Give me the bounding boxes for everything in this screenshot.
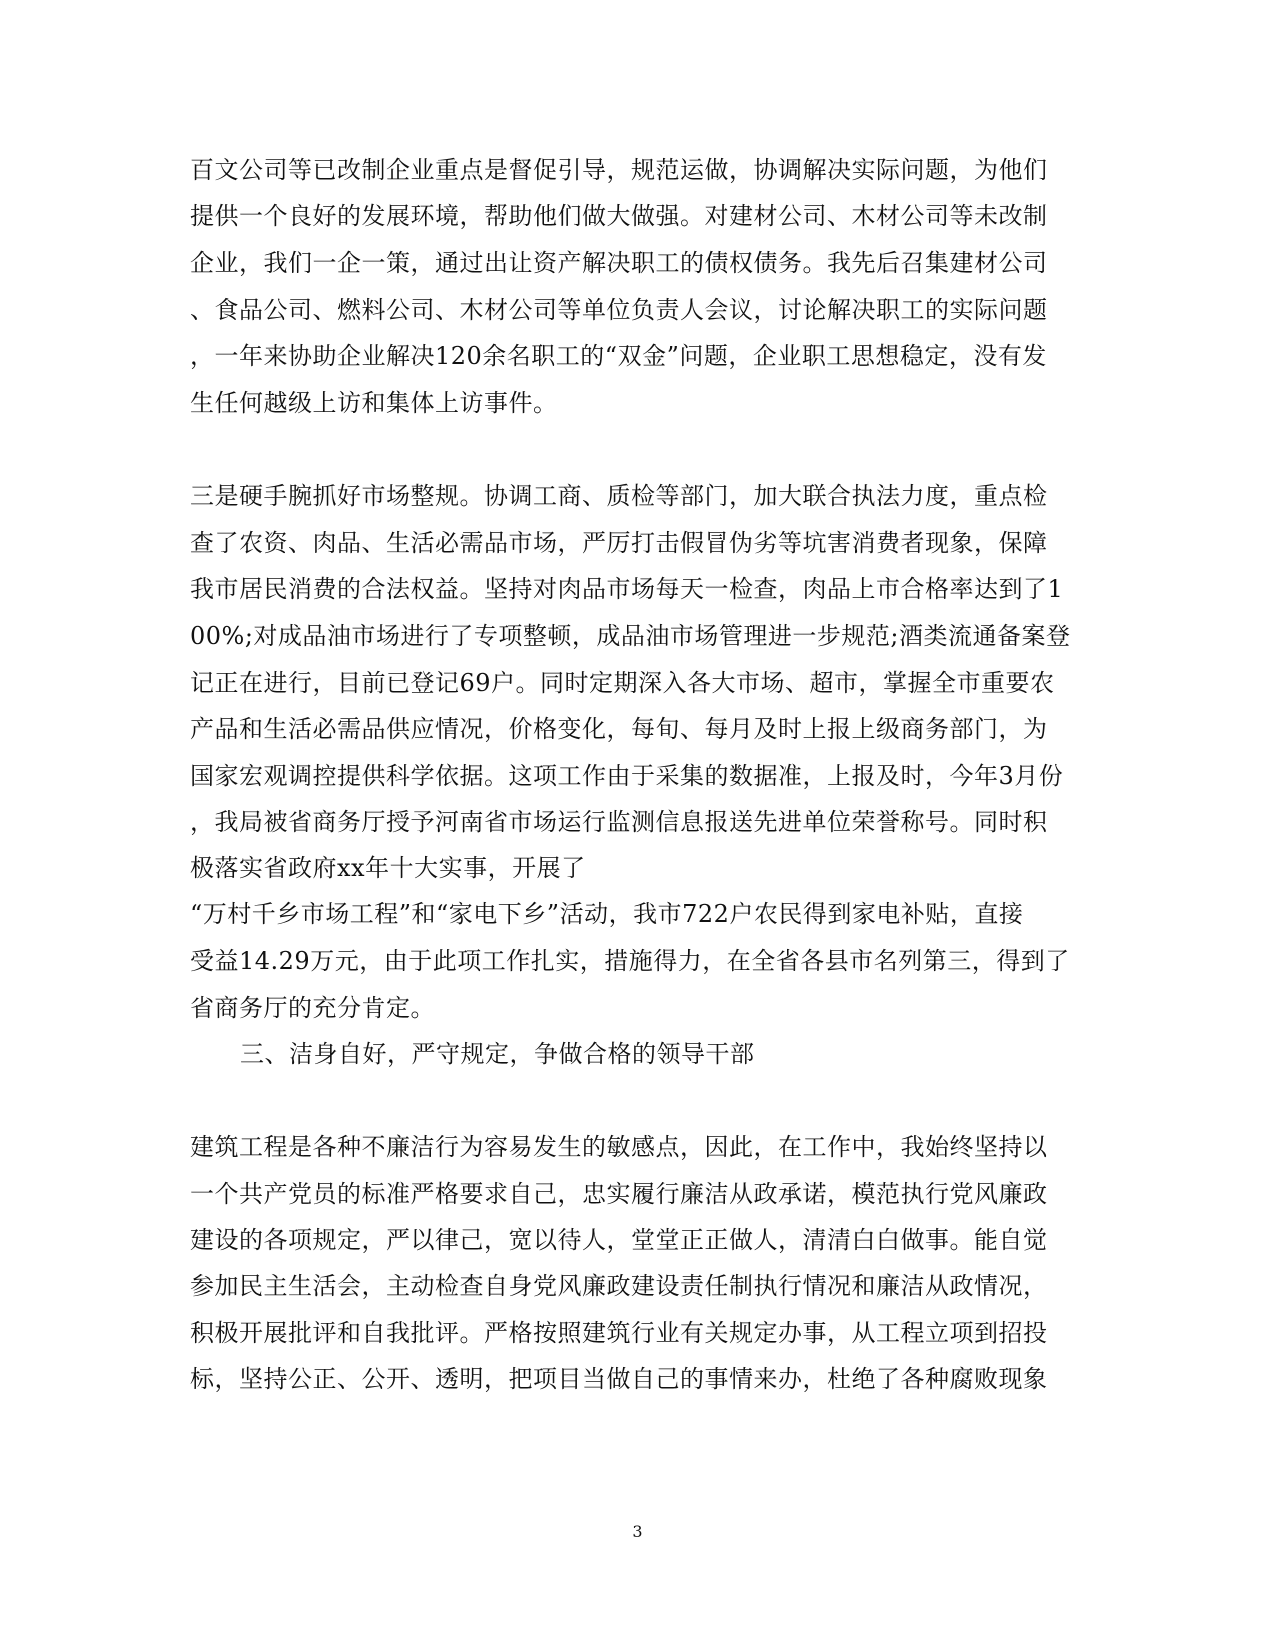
paragraph-3-line-4: 参加民主生活会，主动检查自身党风廉政建设责任制执行情况和廉洁从政情况， — [190, 1272, 1048, 1300]
paragraph-2-line-4: 00%;对成品油市场进行了专项整顿，成品油市场管理进一步规范;酒类流通备案登 — [190, 622, 1071, 650]
paragraph-3-line-2: 一个共产党员的标准严格要求自己，忠实履行廉洁从政承诺，模范执行党风廉政 — [190, 1180, 1048, 1208]
paragraph-3-line-6: 标，坚持公正、公开、透明，把项目当做自己的事情来办，杜绝了各种腐败现象 — [190, 1365, 1048, 1393]
paragraph-1-line-1: 百文公司等已改制企业重点是督促引导，规范运做，协调解决实际问题，为他们 — [190, 156, 1048, 184]
paragraph-1-line-3: 企业，我们一企一策，通过出让资产解决职工的债权债务。我先后召集建材公司 — [190, 249, 1048, 277]
paragraph-2-line-8: ，我局被省商务厅授予河南省市场运行监测信息报送先进单位荣誉称号。同时积 — [190, 808, 1048, 836]
paragraph-2-line-10: “万村千乡市场工程”和“家电下乡”活动，我市722户农民得到家电补贴，直接 — [190, 900, 1024, 928]
paragraph-2-line-2: 查了农资、肉品、生活必需品市场，严厉打击假冒伪劣等坑害消费者现象，保障 — [190, 529, 1048, 557]
section-heading: 三、洁身自好，严守规定，争做合格的领导干部 — [240, 1040, 755, 1068]
paragraph-1-line-6: 生任何越级上访和集体上访事件。 — [190, 389, 558, 417]
paragraph-2-line-9: 极落实省政府xx年十大实事，开展了 — [190, 854, 586, 882]
paragraph-2-line-11: 受益14.29万元，由于此项工作扎实，措施得力，在全省各县市名列第三，得到了 — [190, 947, 1070, 975]
paragraph-2-line-1: 三是硬手腕抓好市场整规。协调工商、质检等部门，加大联合执法力度，重点检 — [190, 482, 1048, 510]
paragraph-2-line-7: 国家宏观调控提供科学依据。这项工作由于采集的数据准，上报及时，今年3月份 — [190, 762, 1064, 790]
paragraph-1-line-5: ，一年来协助企业解决120余名职工的“双金”问题，企业职工思想稳定，没有发 — [190, 342, 1047, 370]
paragraph-1-line-2: 提供一个良好的发展环境，帮助他们做大做强。对建材公司、木材公司等未改制 — [190, 202, 1048, 230]
paragraph-3-line-3: 建设的各项规定，严以律己，宽以待人，堂堂正正做人，清清白白做事。能自觉 — [190, 1226, 1048, 1254]
page-number: 3 — [632, 1522, 643, 1541]
paragraph-2-line-6: 产品和生活必需品供应情况，价格变化，每旬、每月及时上报上级商务部门，为 — [190, 715, 1048, 743]
paragraph-3-line-5: 积极开展批评和自我批评。严格按照建筑行业有关规定办事，从工程立项到招投 — [190, 1319, 1048, 1347]
paragraph-1-line-4: 、食品公司、燃料公司、木材公司等单位负责人会议，讨论解决职工的实际问题 — [190, 296, 1048, 324]
paragraph-3-line-1: 建筑工程是各种不廉洁行为容易发生的敏感点，因此，在工作中，我始终坚持以 — [190, 1133, 1048, 1161]
paragraph-2-line-5: 记正在进行，目前已登记69户。同时定期深入各大市场、超市，掌握全市重要农 — [190, 669, 1055, 697]
paragraph-2-line-3: 我市居民消费的合法权益。坚持对肉品市场每天一检查，肉品上市合格率达到了1 — [190, 575, 1064, 603]
paragraph-2-line-12: 省商务厅的充分肯定。 — [190, 994, 435, 1022]
